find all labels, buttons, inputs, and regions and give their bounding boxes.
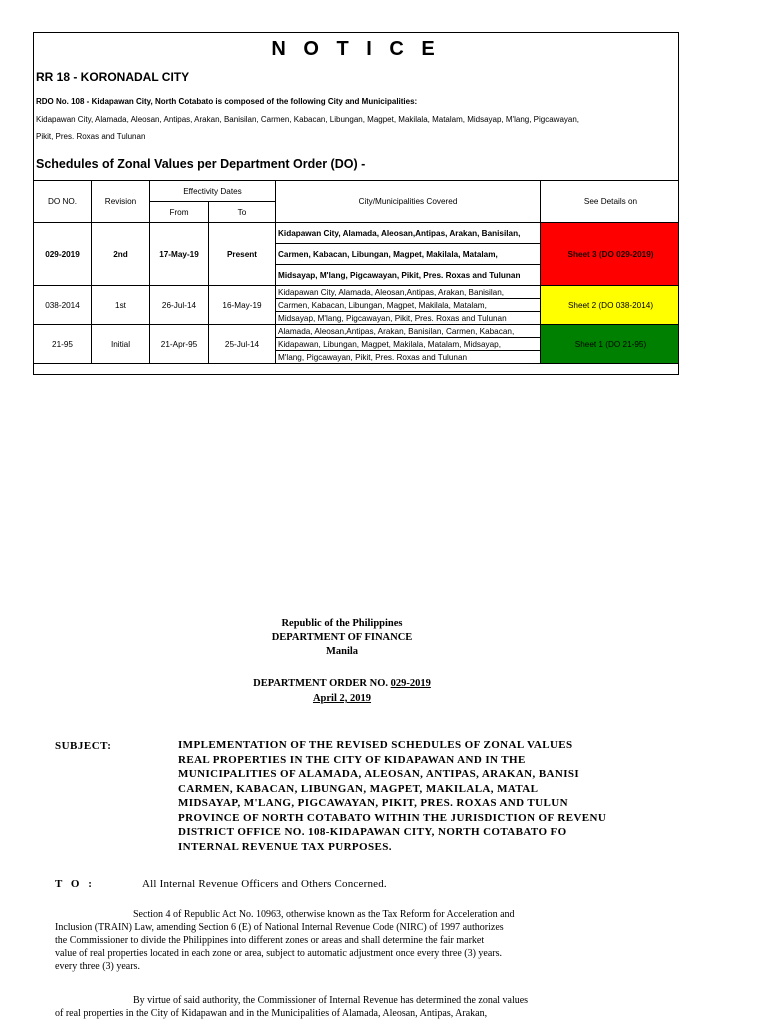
from-date-cell: 21-Apr-95	[150, 325, 209, 364]
header-do-no: DO NO.	[34, 181, 92, 223]
department-order-table	[33, 180, 679, 364]
paragraph-line: Inclusion (TRAIN) Law, amending Section 6 (E) of National Internal Revenue Code (NIRC) of 1997 authorizes	[55, 922, 504, 933]
revision-cell: Initial	[92, 325, 150, 364]
city-cell: Kidapawan City, Alamada, Aleosan,Antipas, Arakan, Banisilan,	[276, 223, 541, 244]
header-revision: Revision	[92, 181, 150, 223]
subject-line: INTERNAL REVENUE TAX PURPOSES.	[178, 840, 392, 853]
sheet-link-cell[interactable]: Sheet 2 (DO 038-2014)	[541, 286, 680, 325]
to-date-cell: 16-May-19	[209, 286, 276, 325]
from-date-cell: 17-May-19	[150, 223, 209, 286]
do-number-cell: 038-2014	[34, 286, 92, 325]
table-row	[34, 223, 680, 244]
table-row	[34, 325, 680, 338]
sheet-link-cell[interactable]: Sheet 1 (DO 21-95)	[541, 325, 680, 364]
do-number-cell: 21-95	[34, 325, 92, 364]
paragraph-line: By virtue of said authority, the Commissioner of Internal Revenue has determined the zonal values	[133, 995, 529, 1006]
subject-line: MIDSAYAP, M'LANG, PIGCAWAYAN, PIKIT, PRES. ROXAS AND TULUN	[178, 797, 568, 809]
paragraph-authority	[55, 994, 621, 1020]
memo-department: DEPARTMENT OF FINANCE	[271, 632, 413, 643]
city-cell: Alamada, Aleosan,Antipas, Arakan, Banisilan, Carmen, Kabacan,	[276, 325, 541, 338]
header-see-details: See Details on	[541, 181, 680, 223]
sheet-link-cell[interactable]: Sheet 3 (DO 029-2019)	[541, 223, 680, 286]
subject-label: SUBJECT:	[55, 740, 112, 752]
city-cell: Carmen, Kabacan, Libungan, Magpet, Makilala, Matalam,	[276, 244, 541, 265]
memo-order-heading	[0, 678, 684, 689]
memo-order-label: DEPARTMENT ORDER NO.	[253, 678, 388, 689]
subject-line: MUNICIPALITIES OF ALAMADA, ALEOSAN, ANTIPAS, ARAKAN, BANISI	[178, 768, 580, 780]
subject-line: PROVINCE OF NORTH COTABATO WITHIN THE JURISDICTION OF REVENU	[178, 811, 607, 824]
paragraph-line: of real properties in the City of Kidapawan and in the Municipalities of Alamada, Aleosan, Antipas, Arakan,	[55, 1008, 488, 1019]
paragraph-line: Section 4 of Republic Act No. 10963, otherwise known as the Tax Reform for Acceleration and	[133, 909, 515, 920]
city-cell: Carmen, Kabacan, Libungan, Magpet, Makilala, Matalam,	[276, 299, 541, 312]
notice-title: N O T I C E	[271, 38, 441, 60]
city-cell: M'lang, Pigcawayan, Pikit, Pres. Roxas and Tulunan	[276, 351, 541, 364]
header-from: From	[150, 202, 209, 223]
from-date-cell: 26-Jul-14	[150, 286, 209, 325]
city-cell: Midsayap, M'lang, Pigcawayan, Pikit, Pres. Roxas and Tulunan	[276, 312, 541, 325]
city-cell: Midsayap, M'lang, Pigcawayan, Pikit, Pres. Roxas and Tulunan	[276, 265, 541, 286]
to-date-cell: 25-Jul-14	[209, 325, 276, 364]
revision-cell: 1st	[92, 286, 150, 325]
header-cities-covered: City/Municipalities Covered	[276, 181, 541, 223]
subject-line: IMPLEMENTATION OF THE REVISED SCHEDULES OF ZONAL VALUES	[178, 739, 573, 751]
memo-city: Manila	[325, 646, 359, 657]
subject-line: DISTRICT OFFICE NO. 108-KIDAPAWAN CITY, NORTH COTABATO FO	[178, 826, 567, 838]
city-cell: Kidapawan, Libungan, Magpet, Makilala, Matalam, Midsayap,	[276, 338, 541, 351]
covered-cities-line-2: Pikit, Pres. Roxas and Tulunan	[36, 132, 146, 141]
subject-line: CARMEN, KABACAN, LIBUNGAN, MAGPET, MAKILALA, MATAL	[178, 782, 539, 795]
notice-panel	[33, 32, 679, 375]
subject-line: REAL PROPERTIES IN THE CITY OF KIDAPAWAN AND IN THE	[178, 753, 526, 766]
paragraph-line: value of real properties located in each zone or area, subject to automatic adjustment once every three (3) years.	[55, 948, 503, 959]
covered-cities-line-1: Kidapawan City, Alamada, Aleosan, Antipas, Arakan, Banisilan, Carmen, Kabacan, Libungan, Magpet, Makilala, Matalam, Midsayap, M'lang, Pigcawayan,	[36, 115, 580, 124]
to-recipients: All Internal Revenue Officers and Others Concerned.	[142, 878, 387, 890]
revenue-region-title: RR 18 - KORONADAL CITY	[36, 70, 190, 84]
to-date-cell: Present	[209, 223, 276, 286]
memo-republic: Republic of the Philippines	[281, 618, 403, 629]
to-label: T O :	[55, 878, 95, 890]
header-effectivity-dates: Effectivity Dates	[150, 181, 276, 202]
revision-cell: 2nd	[92, 223, 150, 286]
rdo-description: RDO No. 108 - Kidapawan City, North Cotabato is composed of the following City and Municipalities:	[36, 97, 418, 106]
memo-order-number: 029-2019	[390, 678, 431, 689]
paragraph-section-4	[55, 908, 621, 973]
schedules-title: Schedules of Zonal Values per Department Order (DO) -	[36, 157, 366, 171]
table-row	[34, 286, 680, 299]
memo-date: April 2, 2019	[312, 693, 372, 704]
city-cell: Kidapawan City, Alamada, Aleosan,Antipas, Arakan, Banisilan,	[276, 286, 541, 299]
paragraph-line: the Commissioner to divide the Philippines into different zones or areas and shall determine the fair market	[55, 935, 485, 946]
header-to: To	[209, 202, 276, 223]
do-number-cell: 029-2019	[34, 223, 92, 286]
paragraph-line: every three (3) years.	[55, 961, 140, 972]
subject-text	[178, 738, 630, 854]
